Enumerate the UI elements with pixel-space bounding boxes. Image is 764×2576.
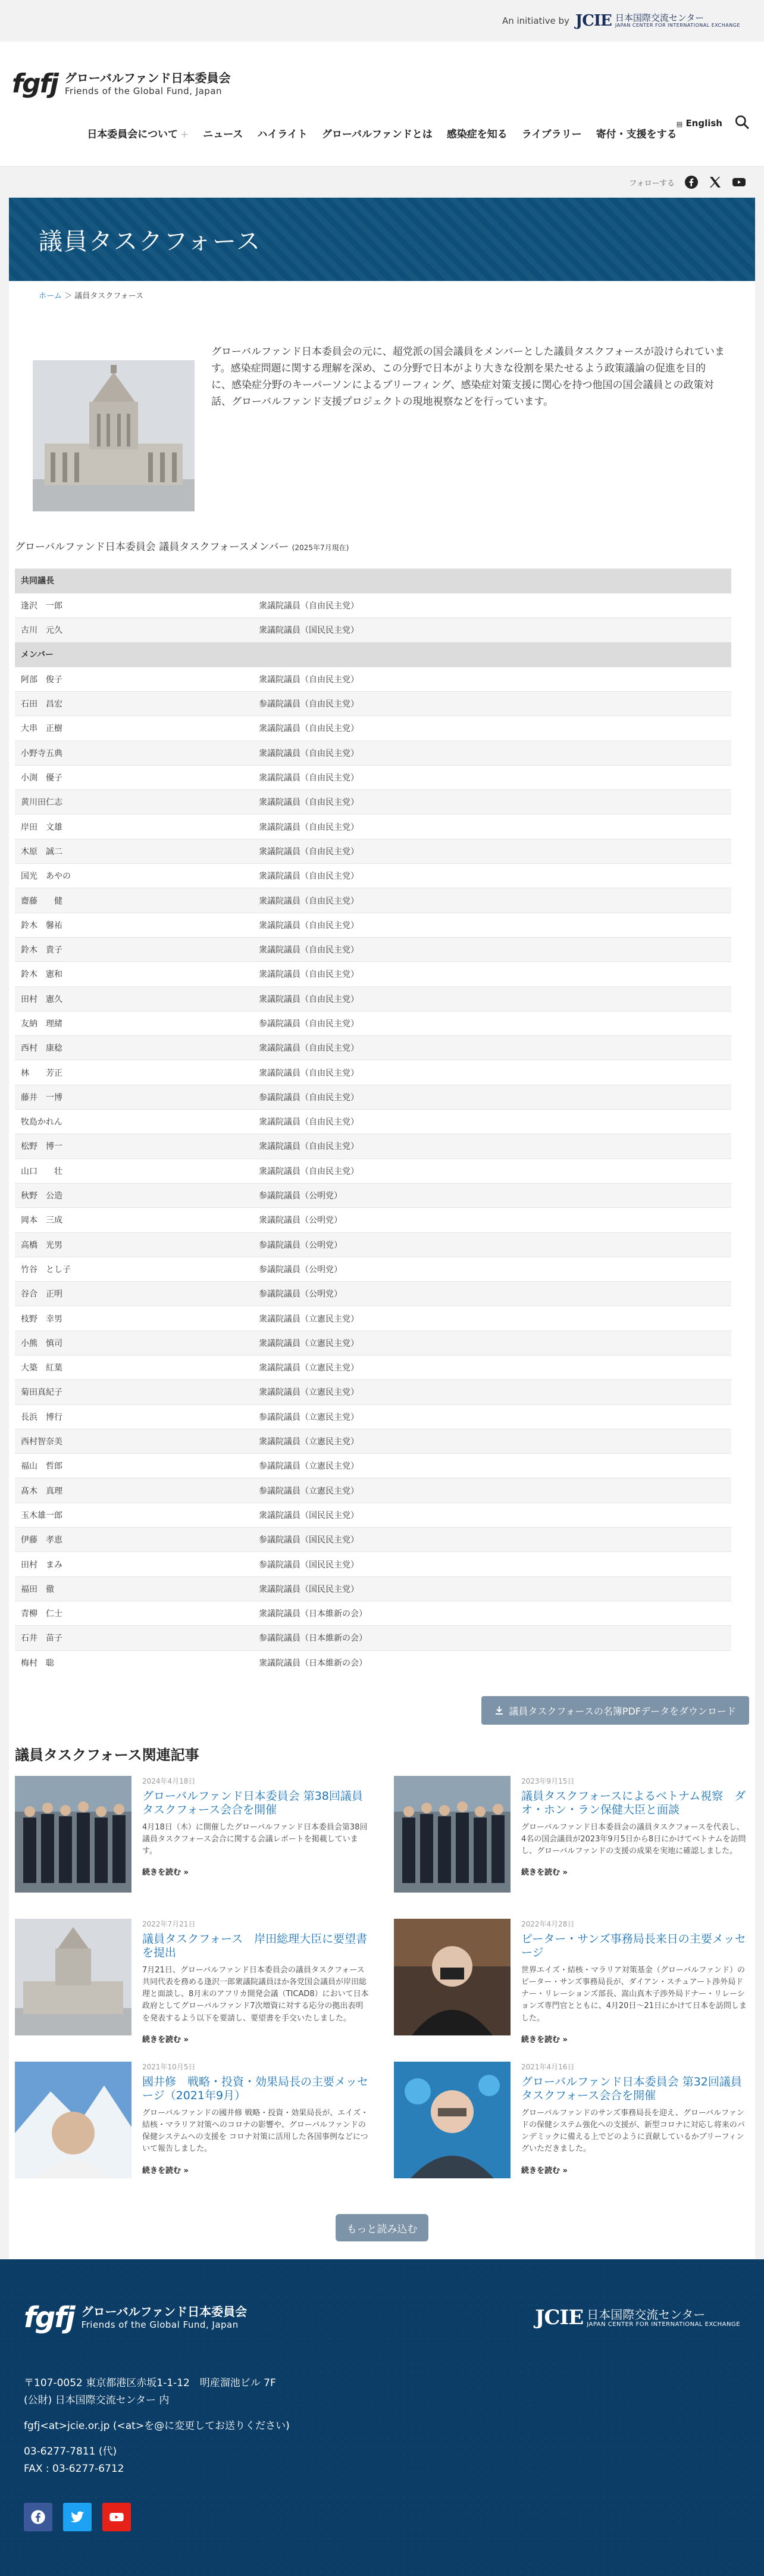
- article-date: 2022年7月21日: [142, 1920, 196, 1929]
- member-role: 参議院議員（立憲民主党）: [253, 1478, 731, 1503]
- article-title[interactable]: 國井修 戦略・投資・効果局長の主要メッセージ（2021年9月）: [142, 2075, 369, 2103]
- footer-org-en: Friends of the Global Fund, Japan: [81, 2319, 239, 2331]
- member-role: 衆議院議員（国民民主党）: [253, 1576, 731, 1601]
- download-pdf-button[interactable]: [481, 1696, 749, 1725]
- member-name: 梅村 聡: [15, 1650, 253, 1675]
- download-label: 議員タスクフォースの名簿PDFデータをダウンロード: [509, 1705, 736, 1717]
- member-role: 衆議院議員（自由民主党）: [253, 937, 731, 961]
- article-card[interactable]: [15, 1919, 370, 2053]
- member-role: 参議院議員（自由民主党）: [253, 1085, 731, 1109]
- nav-item-news[interactable]: ニュース: [203, 129, 243, 140]
- member-role: 衆議院議員（日本維新の会）: [253, 1650, 731, 1675]
- member-role: 参議院議員（公明党）: [253, 1183, 731, 1207]
- table-row: [15, 716, 731, 741]
- nav-item-donate[interactable]: 寄付・支援をする: [596, 129, 677, 140]
- member-role: 参議院議員（公明党）: [253, 1232, 731, 1257]
- article-card[interactable]: [394, 1776, 749, 1910]
- article-excerpt: グローバルファンドの國井修 戦略・投資・効果局長が、エイズ・結核・マラリア対策へのコロナの影響や、グローバルファンドの保健システムへの支援を コロナ対策に活用した各国事例などについて報告しました。: [142, 2108, 369, 2154]
- member-name: 大串 正樹: [15, 716, 253, 741]
- address-line2: (公財) 日本国際交流センター 内: [24, 2394, 170, 2407]
- members-table: [15, 569, 731, 1675]
- member-role: 参議院議員（国民民主党）: [253, 1552, 731, 1576]
- article-excerpt: 世界エイズ・結核・マラリア対策基金（グローバルファンド）のピーター・サンズ事務局長が、ダイアン・スチュアート渉外局ドナー・リレーションズ部長、嵩山真木子渉外局ドナー・リレーションズ専門官とともに、4月20日～21日にかけて日本を訪問しました。: [521, 1965, 747, 2023]
- nav-item-library[interactable]: ライブラリー: [521, 129, 582, 140]
- member-role: 衆議院議員（自由民主党）: [253, 765, 731, 789]
- member-name: 阿部 俊子: [15, 667, 253, 691]
- table-row: [15, 1183, 731, 1207]
- member-role: 衆議院議員（立憲民主党）: [253, 1306, 731, 1331]
- member-name: 小渕 優子: [15, 765, 253, 789]
- member-role: 衆議院議員（自由民主党）: [253, 1110, 731, 1134]
- article-thumbnail[interactable]: [394, 1919, 511, 2035]
- footer-org-ja: グローバルファンド日本委員会: [81, 2305, 248, 2319]
- article-date: 2023年9月15日: [521, 1777, 575, 1786]
- member-name: 西村智奈美: [15, 1429, 253, 1453]
- article-date: 2022年4月28日: [521, 1920, 575, 1929]
- member-role: 衆議院議員（国民民主党）: [253, 618, 731, 642]
- table-row: [15, 1110, 731, 1134]
- table-row: [15, 1306, 731, 1331]
- table-row: [15, 1036, 731, 1060]
- jcie-name-en: JAPAN CENTER FOR INTERNATIONAL EXCHANGE: [615, 22, 740, 28]
- related-heading: 議員タスクフォース関連記事: [15, 1747, 199, 1764]
- article-thumbnail[interactable]: [15, 1776, 131, 1893]
- member-name: 秋野 公造: [15, 1183, 253, 1207]
- initiative-label: An initiative by: [502, 15, 569, 26]
- member-role: 参議院議員（自由民主党）: [253, 691, 731, 716]
- member-role: 衆議院議員（自由民主党）: [253, 864, 731, 888]
- member-role: 衆議院議員（国民民主党）: [253, 1503, 731, 1527]
- article-title[interactable]: グローバルファンド日本委員会 第32回議員タスクフォース会合を開催: [521, 2075, 742, 2103]
- article-date: 2021年4月16日: [521, 2063, 575, 2072]
- breadcrumb-current: 議員タスクフォース: [74, 292, 143, 301]
- member-name: 岸田 文雄: [15, 814, 253, 839]
- member-role: 参議院議員（公明党）: [253, 1282, 731, 1306]
- follow-label: フォローする: [629, 179, 675, 188]
- member-role: 衆議院議員（立憲民主党）: [253, 1380, 731, 1404]
- follow-bar: [0, 167, 764, 198]
- article-card[interactable]: [394, 2062, 749, 2196]
- table-row: [15, 1380, 731, 1404]
- article-card[interactable]: [15, 1776, 370, 1910]
- member-role: 衆議院議員（自由民主党）: [253, 790, 731, 814]
- member-name: 田村 憲久: [15, 986, 253, 1011]
- site-logo[interactable]: [0, 42, 764, 99]
- footer-jcie-en: JAPAN CENTER FOR INTERNATIONAL EXCHANGE: [587, 2321, 740, 2328]
- nav-item-highlight[interactable]: ハイライト: [257, 129, 308, 140]
- org-name-en: Friends of the Global Fund, Japan: [64, 85, 223, 96]
- member-name: 玉木雄一郎: [15, 1503, 253, 1527]
- breadcrumb: [9, 281, 755, 309]
- member-role: 参議院議員（立憲民主党）: [253, 1454, 731, 1478]
- article-title[interactable]: 議員タスクフォース 岸田総理大臣に要望書を提出: [142, 1932, 368, 1960]
- diet-building-image: [33, 360, 195, 511]
- member-name: 福田 徹: [15, 1576, 253, 1601]
- member-name: 松野 博一: [15, 1134, 253, 1159]
- topbar: [0, 0, 764, 42]
- read-more-link[interactable]: 続きを読む »: [142, 1868, 189, 1878]
- footer-facebook-icon[interactable]: [24, 2503, 52, 2531]
- member-role: 衆議院議員（日本維新の会）: [253, 1601, 731, 1625]
- member-name: 藤井 一博: [15, 1085, 253, 1109]
- members-date: (2025年7月現在): [292, 544, 349, 552]
- footer-fgfj-mark: fgfj: [24, 2301, 74, 2335]
- table-row: [15, 937, 731, 961]
- article-excerpt: グローバルファンドのサンズ事務局長を迎え、グローバルファンドの保健システム強化への支援が、新型コロナに対応し将来のパンデミックに備える上でどのように貢献しているかブリーフィングいただきました。: [521, 2108, 745, 2154]
- table-row: [15, 593, 731, 617]
- member-role: 衆議院議員（自由民主党）: [253, 741, 731, 765]
- table-row: [15, 1232, 731, 1257]
- table-row: [15, 1060, 731, 1085]
- member-name: 田村 まみ: [15, 1552, 253, 1576]
- facebook-icon[interactable]: [684, 175, 699, 189]
- table-row: [15, 839, 731, 863]
- site-footer: [0, 2259, 764, 2576]
- table-row: [15, 1085, 731, 1109]
- members-heading: [9, 538, 755, 553]
- footer-address: [24, 2375, 740, 2477]
- breadcrumb-home[interactable]: ホーム: [39, 292, 62, 301]
- table-row: [15, 1159, 731, 1183]
- footer-twitter-icon[interactable]: [63, 2503, 92, 2531]
- member-name: 枝野 幸男: [15, 1306, 253, 1331]
- member-name: 木原 誠二: [15, 839, 253, 863]
- article-title[interactable]: ピーター・サンズ事務局長来日の主要メッセージ: [521, 1932, 746, 1960]
- table-row: [15, 1503, 731, 1527]
- breadcrumb-separator: ＞: [64, 292, 75, 301]
- member-role: 参議院議員（公明党）: [253, 1257, 731, 1281]
- member-name: 鈴木 憲和: [15, 962, 253, 986]
- article-card[interactable]: [15, 2062, 370, 2196]
- member-role: 衆議院議員（公明党）: [253, 1208, 731, 1232]
- member-role: 衆議院議員（立憲民主党）: [253, 1429, 731, 1453]
- search-icon[interactable]: [734, 114, 750, 130]
- table-row: [15, 1356, 731, 1380]
- footer-fgfj-logo[interactable]: [24, 2301, 247, 2334]
- table-row: [15, 1576, 731, 1601]
- table-row: [15, 888, 731, 913]
- member-role: 衆議院議員（立憲民主党）: [253, 1331, 731, 1355]
- table-row: [15, 618, 731, 642]
- member-role: 参議院議員（国民民主党）: [253, 1528, 731, 1552]
- member-name: 齋藤 健: [15, 888, 253, 913]
- table-row: [15, 667, 731, 691]
- address-line1: 〒107-0052 東京都港区赤坂1-1-12 明産溜池ビル 7F: [24, 2377, 276, 2390]
- member-name: 伊藤 孝恵: [15, 1528, 253, 1552]
- member-role: 参議院議員（日本維新の会）: [253, 1626, 731, 1650]
- read-more-link[interactable]: 続きを読む »: [142, 2166, 189, 2175]
- member-name: 古川 元久: [15, 618, 253, 642]
- member-name: 逢沢 一郎: [15, 593, 253, 617]
- table-row: [15, 1208, 731, 1232]
- member-name: 石田 昌宏: [15, 691, 253, 716]
- table-row: [15, 741, 731, 765]
- member-name: 国光 あやの: [15, 864, 253, 888]
- member-role: 衆議院議員（立憲民主党）: [253, 1356, 731, 1380]
- table-section-header: 共同議長: [15, 569, 731, 593]
- member-name: 西村 康稔: [15, 1036, 253, 1060]
- footer-fax: FAX : 03-6277-6712: [24, 2462, 124, 2475]
- read-more-link[interactable]: 続きを読む »: [142, 2035, 189, 2044]
- language-label: English: [685, 118, 722, 129]
- member-role: 衆議院議員（自由民主党）: [253, 593, 731, 617]
- plus-icon: +: [180, 129, 189, 140]
- member-role: 衆議院議員（自由民主党）: [253, 1060, 731, 1085]
- footer-youtube-icon[interactable]: [102, 2503, 131, 2531]
- table-row: [15, 814, 731, 839]
- member-name: 鈴木 貴子: [15, 937, 253, 961]
- member-role: 衆議院議員（自由民主党）: [253, 1159, 731, 1183]
- table-row: [15, 1011, 731, 1035]
- member-name: 牧島かれん: [15, 1110, 253, 1134]
- table-row: [15, 1404, 731, 1429]
- footer-sns: [24, 2503, 740, 2531]
- table-row: [15, 1429, 731, 1453]
- article-thumbnail[interactable]: [15, 1919, 131, 2035]
- member-name: 高橋 光男: [15, 1232, 253, 1257]
- member-role: 衆議院議員（自由民主党）: [253, 1036, 731, 1060]
- member-name: 長浜 博行: [15, 1404, 253, 1429]
- table-row: [15, 1601, 731, 1625]
- article-card[interactable]: [394, 1919, 749, 2053]
- member-name: 竹谷 とし子: [15, 1257, 253, 1281]
- download-icon: [494, 1706, 504, 1715]
- member-name: 山口 壮: [15, 1159, 253, 1183]
- member-name: 石井 苗子: [15, 1626, 253, 1650]
- table-row: [15, 1331, 731, 1355]
- global-nav: [0, 126, 764, 140]
- jcie-abbr: JCIE: [575, 12, 612, 30]
- related-articles: [9, 1776, 755, 2196]
- table-row: [15, 790, 731, 814]
- article-date: 2024年4月18日: [142, 1777, 196, 1786]
- read-more-link[interactable]: 続きを読む »: [521, 1868, 568, 1878]
- member-name: 岡本 三成: [15, 1208, 253, 1232]
- page-title: 議員タスクフォース: [39, 227, 261, 255]
- member-role: 参議院議員（立憲民主党）: [253, 1404, 731, 1429]
- article-thumbnail[interactable]: [15, 2062, 131, 2178]
- nav-item-about[interactable]: 日本委員会について +: [87, 129, 189, 140]
- youtube-icon[interactable]: [732, 175, 746, 189]
- member-role: 参議院議員（自由民主党）: [253, 1011, 731, 1035]
- x-icon[interactable]: [708, 175, 722, 189]
- member-role: 衆議院議員（自由民主党）: [253, 814, 731, 839]
- member-role: 衆議院議員（自由民主党）: [253, 888, 731, 913]
- table-row: [15, 1257, 731, 1281]
- article-excerpt: グローバルファンド日本委員会の議員タスクフォースを代表し、4名の国会議員が2023年9月5日から8日にかけてベトナムを訪問し、グローバルファンドの支援の成果を実地に確認しました。: [521, 1822, 746, 1856]
- member-role: 衆議院議員（自由民主党）: [253, 986, 731, 1011]
- table-row: [15, 1626, 731, 1650]
- table-row: [15, 1650, 731, 1675]
- member-name: 鈴木 馨祐: [15, 913, 253, 937]
- member-name: 大築 紅葉: [15, 1356, 253, 1380]
- member-role: 衆議院議員（自由民主党）: [253, 839, 731, 863]
- article-title[interactable]: グローバルファンド日本委員会 第38回議員タスクフォース会合を開催: [142, 1790, 363, 1817]
- table-row: [15, 765, 731, 789]
- table-row: [15, 1478, 731, 1503]
- table-row: [15, 864, 731, 888]
- article-thumbnail[interactable]: [394, 2062, 511, 2178]
- member-role: 衆議院議員（自由民主党）: [253, 716, 731, 741]
- member-name: 友納 理緒: [15, 1011, 253, 1035]
- member-role: 衆議院議員（自由民主党）: [253, 667, 731, 691]
- members-title: グローバルファンド日本委員会 議員タスクフォースメンバー: [15, 541, 289, 553]
- article-thumbnail[interactable]: [394, 1776, 511, 1893]
- intro-section: [9, 309, 755, 538]
- table-row: [15, 1552, 731, 1576]
- member-name: 谷合 正明: [15, 1282, 253, 1306]
- member-name: 福山 哲郎: [15, 1454, 253, 1478]
- table-row: [15, 986, 731, 1011]
- fgfj-logo-mark: fgfj: [12, 68, 58, 99]
- page-hero: [9, 198, 755, 281]
- table-row: [15, 1528, 731, 1552]
- read-more-link[interactable]: 続きを読む »: [521, 2166, 568, 2175]
- org-name-ja: グローバルファンド日本委員会: [64, 70, 231, 85]
- jcie-name-ja: 日本国際交流センター: [615, 13, 704, 24]
- footer-email: fgfj<at>jcie.or.jp (<at>を@に変更してお送りください): [24, 2420, 290, 2433]
- read-more-link[interactable]: 続きを読む »: [521, 2035, 568, 2044]
- member-name: 黄川田仁志: [15, 790, 253, 814]
- table-row: [15, 691, 731, 716]
- member-name: 青柳 仁士: [15, 1601, 253, 1625]
- main-content: [9, 198, 755, 2259]
- table-row: [15, 962, 731, 986]
- article-excerpt: 7月21日、グローバルファンド日本委員会の議員タスクフォース共同代表を務める逢沢一郎衆議院議員ほか各党国会議員が岸田総理と面談し、8月末のアフリカ開発会議（TICAD8）において日本政府としてグローバルファンド7次増資に対する応分の拠出表明を発表するよう以下を要請し、要望書を手交いたしました。: [142, 1965, 369, 2023]
- load-more-button[interactable]: もっと読み込む: [336, 2214, 428, 2241]
- language-switch[interactable]: [677, 118, 722, 129]
- flag-icon: ▤: [676, 120, 683, 128]
- member-name: 林 芳正: [15, 1060, 253, 1085]
- table-row: [15, 1134, 731, 1159]
- intro-text: グローバルファンド日本委員会の元に、超党派の国会議員をメンバーとした議員タスクフォースが設けられています。感染症問題に関する理解を深め、この分野で日本がより大きな役割を果たせるよう政策議論の促進を目的に、感染症分野のキーパーソンによるブリーフィング、感染症対策支援に関心を持つ他国の国会議員との政策対話、グローバルファンド支援プロジェクトの現地視察などを行っています。: [211, 346, 725, 408]
- member-role: 衆議院議員（自由民主党）: [253, 962, 731, 986]
- table-row: [15, 913, 731, 937]
- member-name: 髙木 真理: [15, 1478, 253, 1503]
- jcie-logo[interactable]: [575, 12, 740, 30]
- table-row: [15, 1282, 731, 1306]
- article-date: 2021年10月5日: [142, 2063, 196, 2072]
- member-role: 衆議院議員（自由民主党）: [253, 913, 731, 937]
- table-section-header: メンバー: [15, 642, 731, 667]
- footer-jcie-logo[interactable]: [535, 2306, 740, 2330]
- article-title[interactable]: 議員タスクフォースによるベトナム視察 ダオ・ホン・ラン保健大臣と面談: [521, 1790, 746, 1817]
- table-row: [15, 1454, 731, 1478]
- site-header: [0, 42, 764, 167]
- footer-jcie-ja: 日本国際交流センター: [587, 2307, 706, 2322]
- nav-item-about-gf[interactable]: グローバルファンドとは: [321, 129, 433, 140]
- member-role: 衆議院議員（自由民主党）: [253, 1134, 731, 1159]
- footer-tel: 03-6277-7811 (代): [24, 2446, 117, 2458]
- nav-item-diseases[interactable]: 感染症を知る: [446, 129, 508, 140]
- member-name: 小野寺五典: [15, 741, 253, 765]
- article-excerpt: 4月18日（木）に開催したグローバルファンド日本委員会第38回議員タスクフォース会合に関する会議レポートを掲載しています。: [142, 1822, 368, 1856]
- member-name: 小熊 慎司: [15, 1331, 253, 1355]
- member-name: 菊田真紀子: [15, 1380, 253, 1404]
- footer-jcie-abbr: JCIE: [535, 2306, 584, 2330]
